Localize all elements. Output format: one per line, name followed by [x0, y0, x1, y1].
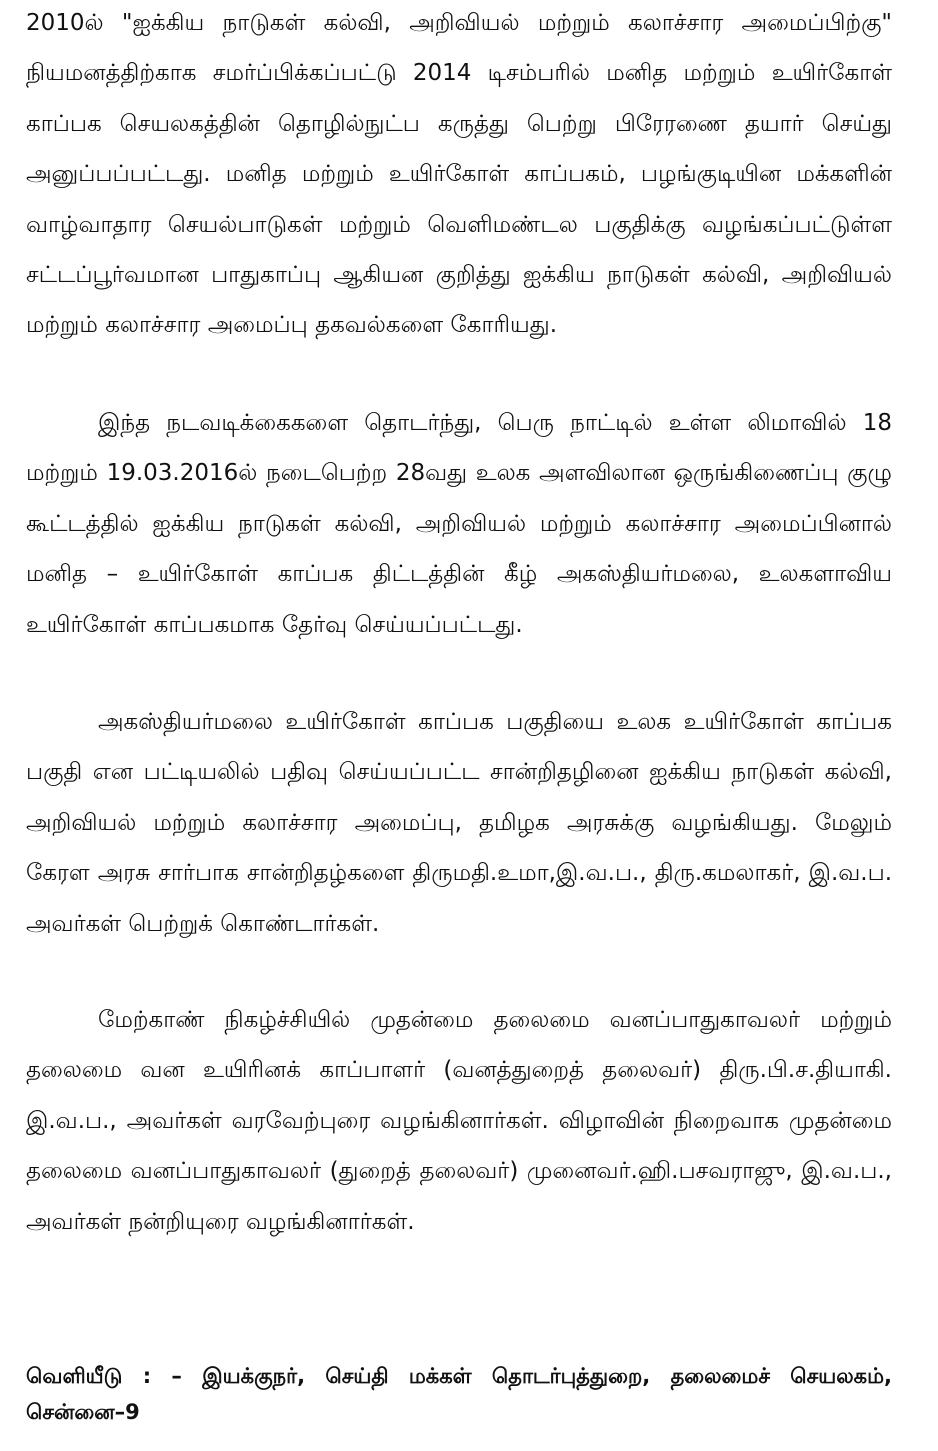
paragraph-lima-meeting: இந்த நடவடிக்கைகளை தொடர்ந்து, பெரு நாட்டில் உள்ள லிமாவில் 18 மற்றும் 19.03.2016ல் நடைபெற்ற 28வது உலக அளவிலான ஒருங்கிணைப்பு குழு கூட்டத்தில் ஐக்கிய நாடுகள் கல்வி, அறிவியல் மற்றும் கலாச்சார அமைப்பினால் மனித – உயிர்கோள் காப்பக திட்டத்தின் கீழ் அகஸ்தியர்மலை, உலகளாவிய உயிர்கோள் காப்பகமாக தேர்வு செய்யப்பட்டது.	[26, 410, 892, 638]
paragraph-certificate: அகஸ்தியர்மலை உயிர்கோள் காப்பக பகுதியை உலக உயிர்கோள் காப்பக பகுதி என பட்டியலில் பதிவு செய்யப்பட்ட சான்றிதழினை ஐக்கிய நாடுகள் கல்வி, அறிவியல் மற்றும் கலாச்சார அமைப்பு, தமிழக அரசுக்கு வழங்கியது. மேலும் கேரள அரசு சார்பாக சான்றிதழ்களை திருமதி.உமா,இ.வ.ப., திரு.கமலாகர், இ.வ.ப. அவர்கள் பெற்றுக் கொண்டார்கள்.	[26, 709, 892, 937]
publisher-footer: வெளியீடு : – இயக்குநர், செய்தி மக்கள் தொடர்புத்துறை, தலைமைச் செயலகம், சென்னை–9	[26, 1364, 892, 1424]
paragraph-unesco-proposal: 2010ல் "ஐக்கிய நாடுகள் கல்வி, அறிவியல் மற்றும் கலாச்சார அமைப்பிற்கு" நியமனத்திற்காக சமர்ப்பிக்கப்பட்டு 2014 டிசம்பரில் மனித மற்றும் உயிர்கோள் காப்பக செயலகத்தின் தொழில்நுட்ப கருத்து பெற்று பிரேரணை தயார் செய்து அனுப்பப்பட்டது. மனித மற்றும் உயிர்கோள் காப்பகம், பழங்குடியின மக்களின் வாழ்வாதார செயல்பாடுகள் மற்றும் வெளிமண்டல பகுதிக்கு வழங்கப்பட்டுள்ள சட்டப்பூர்வமான பாதுகாப்பு ஆகியன குறித்து ஐக்கிய நாடுகள் கல்வி, அறிவியல் மற்றும் கலாச்சார அமைப்பு தகவல்களை கோரியது.	[26, 10, 892, 339]
paragraph-ceremony: மேற்காண் நிகழ்ச்சியில் முதன்மை தலைமை வனப்பாதுகாவலர் மற்றும் தலைமை வன உயிரினக் காப்பாளர் (வனத்துறைத் தலைவர்) திரு.பி.ச.தியாகி. இ.வ.ப., அவர்கள் வரவேற்புரை வழங்கினார்கள். விழாவின் நிறைவாக முதன்மை தலைமை வனப்பாதுகாவலர் (துறைத் தலைவர்) முனைவர்.ஹி.பசவராஜு, இ.வ.ப., அவர்கள் நன்றியுரை வழங்கினார்கள்.	[26, 1007, 892, 1235]
